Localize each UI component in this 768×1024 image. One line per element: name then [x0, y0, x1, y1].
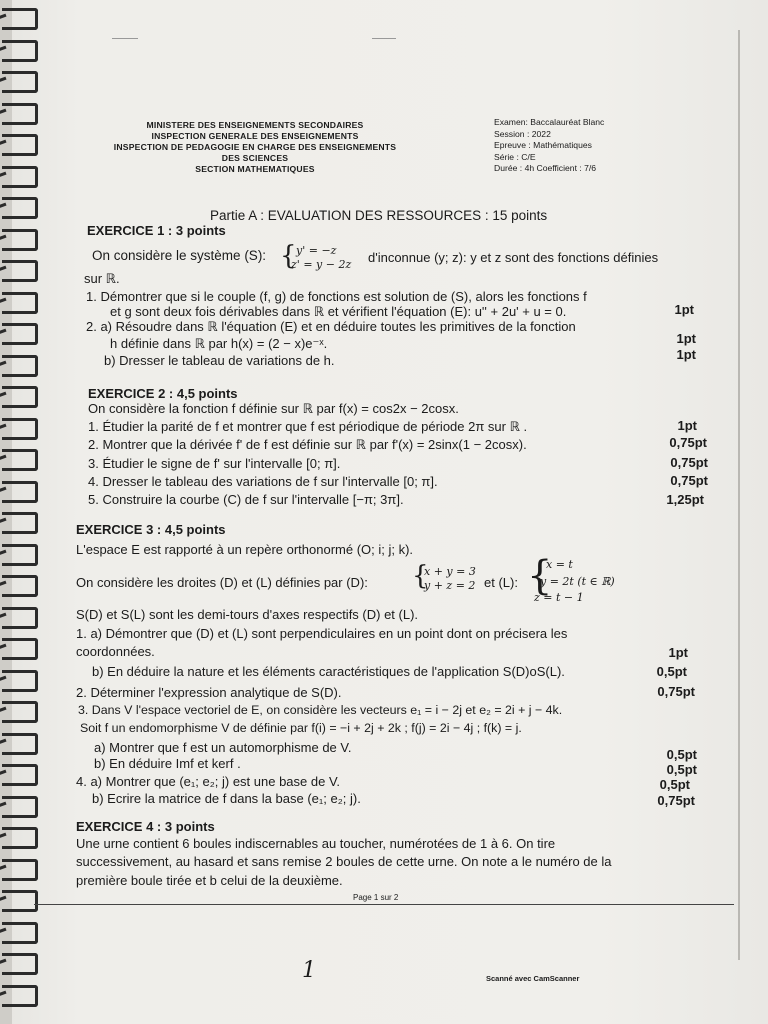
exercise-3-title: EXERCICE 3 : 4,5 points [76, 522, 226, 537]
exam-info-line: Session : 2022 [494, 128, 551, 139]
binding-ring [2, 701, 38, 723]
ex2-q5: 5. Construire la courbe (C) de f sur l'intervalle [−π; 3π]. [88, 492, 404, 507]
spiral-binding [0, 0, 48, 1024]
binding-ring [2, 985, 38, 1007]
ex2-intro: On considère la fonction f définie sur ℝ par f(x) = cos2x − 2cosx. [88, 401, 459, 416]
ex1-q2b: b) Dresser le tableau de variations de h. [104, 353, 335, 368]
ex1-q1-line1: 1. Démontrer que si le couple (f, g) de fonctions est solution de (S), alors les fonctions f [86, 289, 587, 304]
ex2-q2: 2. Montrer que la dérivée f' de f est définie sur ℝ par f'(x) = 2sinx(1 − 2cosx). [88, 437, 527, 452]
binding-ring [2, 827, 38, 849]
line-d-eq-1: x + y = 3 [424, 565, 476, 578]
exercise-4-title: EXERCICE 4 : 3 points [76, 819, 215, 834]
system-brace: { [527, 553, 553, 599]
handwritten-mark: 1 [302, 958, 316, 983]
binding-ring [2, 103, 38, 125]
header-line: INSPECTION GENERALE DES ENSEIGNEMENTS [151, 131, 359, 141]
ex1-q2-line1: 2. a) Résoudre dans ℝ l'équation (E) et en déduire toutes les primitives de la fonction [86, 319, 576, 334]
ex3-line2b: et (L): [484, 575, 518, 590]
page-edge-line [738, 30, 740, 960]
ex3-q2: 2. Déterminer l'expression analytique de S(D). [76, 685, 342, 700]
system-eq-2: z' = y − 2z [291, 258, 352, 271]
ex1-q2-line2: h définie dans ℝ par h(x) = (2 − x)e⁻ˣ. [110, 336, 328, 351]
ex3-q1a-cont: coordonnées. [76, 644, 155, 659]
line-d-eq-2: y + z = 2 [424, 579, 476, 592]
header-line: SECTION MATHEMATIQUES [195, 164, 315, 174]
binding-ring [2, 386, 38, 408]
binding-ring [2, 8, 38, 30]
page-number: Page 1 sur 2 [353, 893, 399, 902]
binding-ring [2, 355, 38, 377]
ex2-q4: 4. Dresser le tableau des variations de f sur l'intervalle [0; π]. [88, 474, 438, 489]
binding-ring [2, 323, 38, 345]
binding-ring [2, 481, 38, 503]
system-brace: { [280, 241, 297, 271]
points-label: 0,75pt [670, 473, 708, 488]
points-label: 1pt [674, 302, 694, 317]
binding-ring [2, 733, 38, 755]
ex3-q4b: b) Ecrire la matrice de f dans la base (e₁; e₂; j). [92, 791, 361, 806]
binding-ring [2, 764, 38, 786]
points-label: 0,75pt [657, 684, 695, 699]
exam-info-line: Examen: Baccalauréat Blanc [494, 117, 605, 127]
ex1-intro-c: sur ℝ. [84, 271, 120, 286]
points-label: 1pt [668, 645, 688, 660]
system-eq-1: y' = −z [296, 244, 337, 257]
binding-ring [2, 71, 38, 93]
binding-ring [2, 134, 38, 156]
points-label: 0,5pt [656, 664, 687, 679]
header-line: MINISTERE DES ENSEIGNEMENTS SECONDAIRES [146, 120, 364, 130]
points-label: 0,5pt [666, 762, 697, 777]
ex4-line3: première boule tirée et b celui de la deuxième. [76, 873, 343, 888]
exercise-2-title: EXERCICE 2 : 4,5 points [88, 386, 238, 401]
ministry-header [90, 120, 420, 175]
exam-info-line: Série : C/E [494, 151, 536, 162]
ex3-q3d: b) En déduire Imf et kerf . [94, 756, 241, 771]
ex1-intro-b: d'inconnue (y; z): y et z sont des fonctions définies [368, 250, 659, 265]
header-line: INSPECTION DE PEDAGOGIE EN CHARGE DES ENSEIGNEMENTS [113, 142, 397, 152]
binding-ring [2, 449, 38, 471]
binding-ring [2, 796, 38, 818]
top-dash-mark [372, 38, 396, 39]
binding-ring [2, 229, 38, 251]
line-l-eq-2: y = 2t (t ∈ ℝ) [540, 575, 615, 588]
exam-info-line: Durée : 4h Coefficient : 7/6 [494, 163, 597, 174]
ex3-q3b: Soit f un endomorphisme V de définie par f(i) = −i + 2j + 2k ; f(j) = 2i − 4j ; f(k) = j. [80, 721, 522, 735]
ex3-line1: L'espace E est rapporté à un repère orthonormé (O; i; j; k). [76, 542, 414, 557]
ex3-q3: 3. Dans V l'espace vectoriel de E, on considère les vecteurs e₁ = i − 2j et e₂ = 2i + j − 4k. [78, 703, 563, 717]
ex3-q1a: 1. a) Démontrer que (D) et (L) sont perpendiculaires en un point dont on précisera les [76, 626, 568, 641]
binding-ring [2, 638, 38, 660]
points-label: 0,75pt [670, 455, 708, 470]
line-l-eq-1: x = t [546, 558, 573, 571]
ex3-q1b: b) En déduire la nature et les éléments caractéristiques de l'application S(D)oS(L). [92, 664, 565, 679]
binding-ring [2, 512, 38, 534]
binding-ring [2, 40, 38, 62]
ex3-line3: S(D) et S(L) sont les demi-tours d'axes respectifs (D) et (L). [76, 607, 419, 622]
ex4-line1: Une urne contient 6 boules indiscernables au toucher, numérotées de 1 à 6. On tire [76, 836, 556, 851]
binding-ring [2, 544, 38, 566]
ex4-line2: successivement, au hasard et sans remise 2 boules de cette urne. On note a le numéro de la [76, 854, 612, 869]
ex1-q1-line2: et g sont deux fois dérivables dans ℝ et vérifient l'équation (E): u'' + 2u' + u = 0. [110, 304, 567, 319]
binding-ring [2, 260, 38, 282]
ex2-q3: 3. Étudier le signe de f' sur l'intervalle [0; π]. [88, 456, 341, 471]
points-label: 1,25pt [666, 492, 704, 507]
scanner-watermark: Scanné avec CamScanner [486, 974, 580, 983]
points-label: 0,75pt [669, 435, 707, 450]
part-title: Partie A : EVALUATION DES RESSOURCES : 15 points [210, 208, 548, 223]
ex3-q3c: a) Montrer que f est un automorphisme de V. [94, 740, 352, 755]
exam-info [494, 117, 654, 175]
points-label: 0,75pt [657, 793, 695, 808]
points-label: 1pt [676, 347, 696, 362]
binding-ring [2, 890, 38, 912]
binding-ring [2, 292, 38, 314]
footer-rule [34, 904, 734, 905]
binding-ring [2, 922, 38, 944]
exam-info-line: Epreuve : Mathématiques [494, 140, 592, 151]
exercise-1-title: EXERCICE 1 : 3 points [87, 223, 226, 238]
binding-ring [2, 197, 38, 219]
line-l-eq-3: z = t − 1 [534, 591, 584, 604]
top-dash-mark [112, 38, 138, 39]
binding-ring [2, 859, 38, 881]
points-label: 0,5pt [659, 777, 690, 792]
binding-ring [2, 607, 38, 629]
binding-ring [2, 418, 38, 440]
system-brace: { [412, 561, 429, 591]
ex1-intro-a: On considère le système (S): [92, 248, 267, 263]
binding-ring [2, 953, 38, 975]
binding-ring [2, 166, 38, 188]
ex2-q1: 1. Étudier la parité de f et montrer que f est périodique de période 2π sur ℝ . [88, 419, 528, 434]
points-label: 0,5pt [666, 747, 697, 762]
points-label: 1pt [676, 331, 696, 346]
ex3-line2a: On considère les droites (D) et (L) définies par (D): [76, 575, 368, 590]
binding-ring [2, 670, 38, 692]
header-line: DES SCIENCES [221, 153, 289, 163]
ex3-q4a: 4. a) Montrer que (e₁; e₂; j) est une base de V. [76, 774, 341, 789]
binding-ring [2, 575, 38, 597]
points-label: 1pt [677, 418, 697, 433]
